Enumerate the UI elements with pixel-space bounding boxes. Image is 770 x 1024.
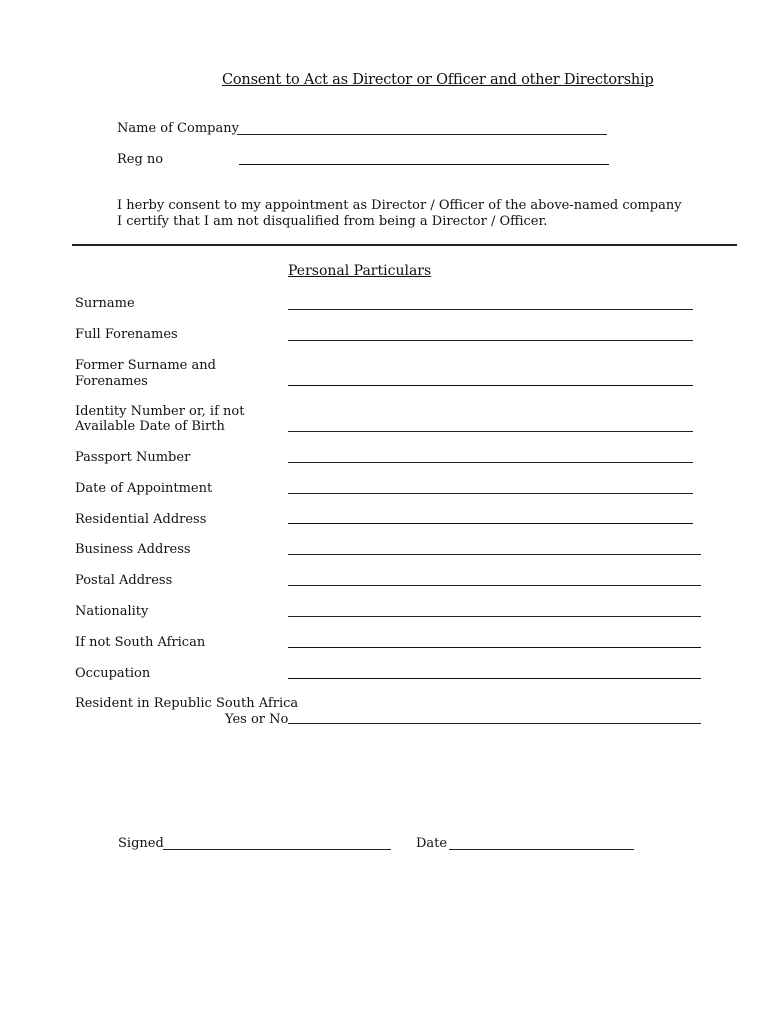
date-line[interactable] — [449, 849, 634, 850]
postal-address-line[interactable] — [288, 585, 701, 586]
name-of-company-label: Name of Company — [117, 121, 239, 136]
consent-statement: I herby consent to my appointment as Director / Officer of the above-named company — [117, 198, 682, 213]
date-of-appointment-line[interactable] — [288, 493, 693, 494]
former-names-label-line2: Forenames — [75, 374, 148, 389]
name-of-company-line[interactable] — [237, 134, 607, 135]
section-divider — [72, 244, 737, 246]
signed-label: Signed — [118, 836, 164, 851]
certification-statement: I certify that I am not disqualified from being a Director / Officer. — [117, 214, 548, 229]
passport-line[interactable] — [288, 462, 693, 463]
full-forenames-line[interactable] — [288, 340, 693, 341]
nationality-label: Nationality — [75, 604, 149, 619]
business-address-label: Business Address — [75, 542, 191, 557]
resident-label-line1: Resident in Republic South Africa — [75, 696, 299, 711]
occupation-line[interactable] — [288, 678, 701, 679]
surname-line[interactable] — [288, 309, 693, 310]
reg-no-label: Reg no — [117, 152, 164, 167]
surname-label: Surname — [75, 296, 135, 311]
residential-address-line[interactable] — [288, 523, 693, 524]
former-names-label-line1: Former Surname and — [75, 358, 216, 373]
resident-label-line2: Yes or No — [225, 712, 289, 727]
identity-line[interactable] — [288, 431, 693, 432]
signed-line[interactable] — [163, 849, 391, 850]
business-address-line[interactable] — [288, 554, 701, 555]
date-label: Date — [416, 836, 448, 851]
identity-label-line1: Identity Number or, if not — [75, 404, 245, 419]
if-not-south-african-line[interactable] — [288, 647, 701, 648]
resident-line[interactable] — [288, 723, 701, 724]
form-title: Consent to Act as Director or Officer and other Directorship — [222, 72, 654, 88]
reg-no-line[interactable] — [239, 164, 609, 165]
identity-label-line2: Available Date of Birth — [75, 419, 225, 434]
personal-particulars-heading: Personal Particulars — [288, 263, 432, 279]
passport-label: Passport Number — [75, 450, 191, 465]
if-not-south-african-label: If not South African — [75, 635, 206, 650]
full-forenames-label: Full Forenames — [75, 327, 178, 342]
residential-address-label: Residential Address — [75, 512, 207, 527]
occupation-label: Occupation — [75, 666, 151, 681]
date-of-appointment-label: Date of Appointment — [75, 481, 213, 496]
nationality-line[interactable] — [288, 616, 701, 617]
postal-address-label: Postal Address — [75, 573, 173, 588]
former-names-line[interactable] — [288, 385, 693, 386]
